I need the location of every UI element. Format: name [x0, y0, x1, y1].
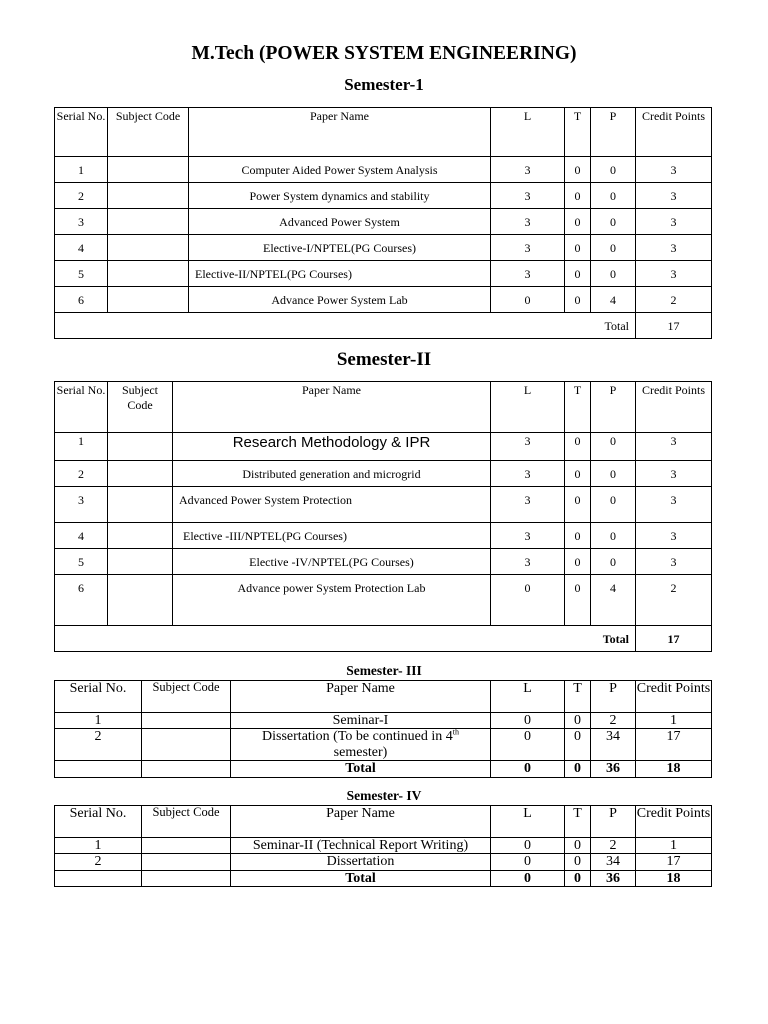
subject-code: [108, 287, 189, 313]
paper-name-header: Paper Name: [231, 681, 491, 713]
serial-no: 1: [55, 157, 108, 183]
serial-no: 2: [55, 461, 108, 487]
total-l: 0: [491, 870, 565, 886]
paper-name: Elective -IV/NPTEL(PG Courses): [173, 549, 491, 575]
p-value: 0: [591, 433, 636, 461]
credit-value: 17: [636, 854, 712, 870]
l-value: 3: [491, 549, 565, 575]
credit-value: 3: [636, 461, 712, 487]
paper-name-header: Paper Name: [231, 806, 491, 838]
table-row: [55, 838, 712, 854]
subject-code: [142, 729, 231, 761]
serial-no-header: Serial No.: [55, 382, 108, 433]
subject-code: [108, 487, 173, 523]
t-header: T: [565, 681, 591, 713]
paper-name: [231, 729, 491, 761]
subject-code: [142, 854, 231, 870]
serial-no: 1: [55, 433, 108, 461]
p-value: 0: [591, 549, 636, 575]
serial-no: 1: [55, 713, 142, 729]
l-value: 3: [491, 487, 565, 523]
credit-value: 3: [636, 487, 712, 523]
t-value: 0: [565, 729, 591, 761]
paper-name-text: Dissertation (To be continued in 4: [262, 729, 453, 745]
serial-no: 2: [55, 183, 108, 209]
paper-name-header: Paper Name: [189, 108, 491, 157]
credit-value: 3: [636, 433, 712, 461]
subject-code: [142, 713, 231, 729]
serial-no: 6: [55, 575, 108, 626]
credit-value: 3: [636, 183, 712, 209]
p-value: 4: [591, 287, 636, 313]
t-value: 0: [565, 838, 591, 854]
table-row: [55, 183, 712, 209]
p-value: 0: [591, 209, 636, 235]
subject-code: [142, 870, 231, 886]
p-value: 0: [591, 261, 636, 287]
serial-no: 6: [55, 287, 108, 313]
t-header: T: [565, 108, 591, 157]
p-value: 0: [591, 157, 636, 183]
l-value: 3: [491, 433, 565, 461]
t-value: 0: [565, 523, 591, 549]
credit-value: 1: [636, 838, 712, 854]
table-row: [55, 235, 712, 261]
l-value: 3: [491, 523, 565, 549]
total-credits: 18: [636, 761, 712, 777]
p-value: 4: [591, 575, 636, 626]
serial-no: 2: [55, 854, 142, 870]
credit-value: 3: [636, 209, 712, 235]
paper-name: Seminar-I: [231, 713, 491, 729]
p-value: 34: [591, 729, 636, 761]
total-label: Total: [55, 626, 636, 652]
total-t: 0: [565, 761, 591, 777]
p-header: P: [591, 382, 636, 433]
serial-no-header: Serial No.: [55, 681, 142, 713]
t-header: T: [565, 806, 591, 838]
l-value: 0: [491, 575, 565, 626]
subject-code-header: Subject Code: [142, 806, 231, 838]
paper-name: Elective-II/NPTEL(PG Courses): [189, 261, 491, 287]
credit-value: 3: [636, 523, 712, 549]
subject-code: [108, 461, 173, 487]
credit-value: 3: [636, 235, 712, 261]
table-row: [55, 549, 712, 575]
paper-name-text-continued: semester): [333, 744, 388, 760]
l-value: 3: [491, 261, 565, 287]
l-header: L: [491, 382, 565, 433]
semester-4-heading: Semester- IV: [346, 788, 422, 803]
paper-name: Advance power System Protection Lab: [173, 575, 491, 626]
credit-value: 2: [636, 575, 712, 626]
total-row: [55, 626, 712, 652]
l-value: 3: [491, 461, 565, 487]
t-value: 0: [565, 854, 591, 870]
paper-name: Power System dynamics and stability: [189, 183, 491, 209]
total-label: Total: [231, 761, 491, 777]
total-credits: 18: [636, 870, 712, 886]
p-value: 0: [591, 523, 636, 549]
paper-name: Dissertation: [231, 854, 491, 870]
l-value: 0: [491, 854, 565, 870]
table-header-row: [55, 382, 712, 433]
table-row: [55, 487, 712, 523]
t-value: 0: [565, 433, 591, 461]
t-value: 0: [565, 287, 591, 313]
serial-no: [55, 761, 142, 777]
total-credits: 17: [636, 626, 712, 652]
table-row: [55, 461, 712, 487]
l-value: 0: [491, 729, 565, 761]
total-l: 0: [491, 761, 565, 777]
paper-name: Research Methodology & IPR: [173, 433, 491, 461]
l-header: L: [491, 681, 565, 713]
l-value: 3: [491, 157, 565, 183]
serial-no-header: Serial No.: [55, 806, 142, 838]
paper-name: Advanced Power System Protection: [173, 487, 491, 523]
serial-no: 4: [55, 235, 108, 261]
paper-name: Seminar-II (Technical Report Writing): [231, 838, 491, 854]
subject-code: [142, 761, 231, 777]
paper-name: Computer Aided Power System Analysis: [189, 157, 491, 183]
t-value: 0: [565, 209, 591, 235]
l-header: L: [491, 108, 565, 157]
subject-code: [108, 523, 173, 549]
t-value: 0: [565, 157, 591, 183]
t-value: 0: [565, 487, 591, 523]
paper-name-header: Paper Name: [173, 382, 491, 433]
paper-name: Elective -III/NPTEL(PG Courses): [173, 523, 491, 549]
semester-3-heading: Semester- III: [346, 663, 422, 678]
credit-value: 2: [636, 287, 712, 313]
table-row: [55, 854, 712, 870]
p-value: 2: [591, 713, 636, 729]
semester-1-heading: Semester-1: [344, 75, 424, 94]
paper-name: Advanced Power System: [189, 209, 491, 235]
serial-no: [55, 870, 142, 886]
l-value: 0: [491, 287, 565, 313]
semester-1-table: [54, 107, 712, 339]
total-p: 36: [591, 761, 636, 777]
total-label: Total: [231, 870, 491, 886]
total-label: Total: [55, 313, 636, 339]
p-value: 34: [591, 854, 636, 870]
p-value: 2: [591, 838, 636, 854]
credit-points-header: Credit Points: [636, 382, 712, 433]
paper-name: Distributed generation and microgrid: [173, 461, 491, 487]
total-row: [55, 870, 712, 886]
table-row: [55, 575, 712, 626]
page-title: M.Tech (POWER SYSTEM ENGINEERING): [191, 43, 577, 64]
serial-no: 4: [55, 523, 108, 549]
semester-2-table: [54, 381, 712, 652]
t-value: 0: [565, 549, 591, 575]
table-row: [55, 261, 712, 287]
t-value: 0: [565, 235, 591, 261]
total-credits: 17: [636, 313, 712, 339]
serial-no: 5: [55, 549, 108, 575]
serial-no: 5: [55, 261, 108, 287]
l-value: 3: [491, 235, 565, 261]
table-row: [55, 523, 712, 549]
l-value: 3: [491, 209, 565, 235]
subject-code: [108, 433, 173, 461]
credit-value: 1: [636, 713, 712, 729]
paper-name: Elective-I/NPTEL(PG Courses): [189, 235, 491, 261]
serial-no: 1: [55, 838, 142, 854]
l-value: 0: [491, 838, 565, 854]
subject-code: [108, 183, 189, 209]
p-header: P: [591, 806, 636, 838]
total-t: 0: [565, 870, 591, 886]
table-row: [55, 209, 712, 235]
p-value: 0: [591, 487, 636, 523]
table-row: [55, 433, 712, 461]
credit-points-header: Credit Points: [636, 681, 712, 713]
p-header: P: [591, 681, 636, 713]
p-value: 0: [591, 461, 636, 487]
subject-code: [108, 235, 189, 261]
total-row: [55, 313, 712, 339]
serial-no-header: Serial No.: [55, 108, 108, 157]
table-header-row: [55, 681, 712, 713]
t-value: 0: [565, 461, 591, 487]
serial-no: 2: [55, 729, 142, 761]
subject-code: [108, 157, 189, 183]
credit-value: 3: [636, 157, 712, 183]
credit-value: 3: [636, 261, 712, 287]
t-value: 0: [565, 713, 591, 729]
total-row: [55, 761, 712, 777]
table-row: [55, 157, 712, 183]
paper-name-superscript: th: [452, 727, 459, 737]
l-header: L: [491, 806, 565, 838]
credit-value: 17: [636, 729, 712, 761]
total-p: 36: [591, 870, 636, 886]
p-value: 0: [591, 183, 636, 209]
p-header: P: [591, 108, 636, 157]
table-header-row: [55, 108, 712, 157]
credit-points-header: Credit Points: [636, 108, 712, 157]
credit-value: 3: [636, 549, 712, 575]
t-header: T: [565, 382, 591, 433]
subject-code: [142, 838, 231, 854]
semester-2-heading: Semester-II: [336, 349, 432, 370]
serial-no: 3: [55, 487, 108, 523]
t-value: 0: [565, 575, 591, 626]
table-row: [55, 287, 712, 313]
serial-no: 3: [55, 209, 108, 235]
table-row: [55, 713, 712, 729]
subject-code-header: Subject Code: [142, 681, 231, 713]
t-value: 0: [565, 261, 591, 287]
semester-3-table: [54, 680, 712, 778]
subject-code-header: Subject Code: [108, 108, 189, 157]
subject-code: [108, 209, 189, 235]
l-value: 3: [491, 183, 565, 209]
subject-code-header: Subject Code: [108, 382, 173, 433]
t-value: 0: [565, 183, 591, 209]
semester-4-table: [54, 805, 712, 887]
paper-name: Advance Power System Lab: [189, 287, 491, 313]
subject-code: [108, 549, 173, 575]
p-value: 0: [591, 235, 636, 261]
credit-points-header: Credit Points: [636, 806, 712, 838]
table-row: [55, 729, 712, 761]
subject-code: [108, 261, 189, 287]
l-value: 0: [491, 713, 565, 729]
subject-code: [108, 575, 173, 626]
table-header-row: [55, 806, 712, 838]
